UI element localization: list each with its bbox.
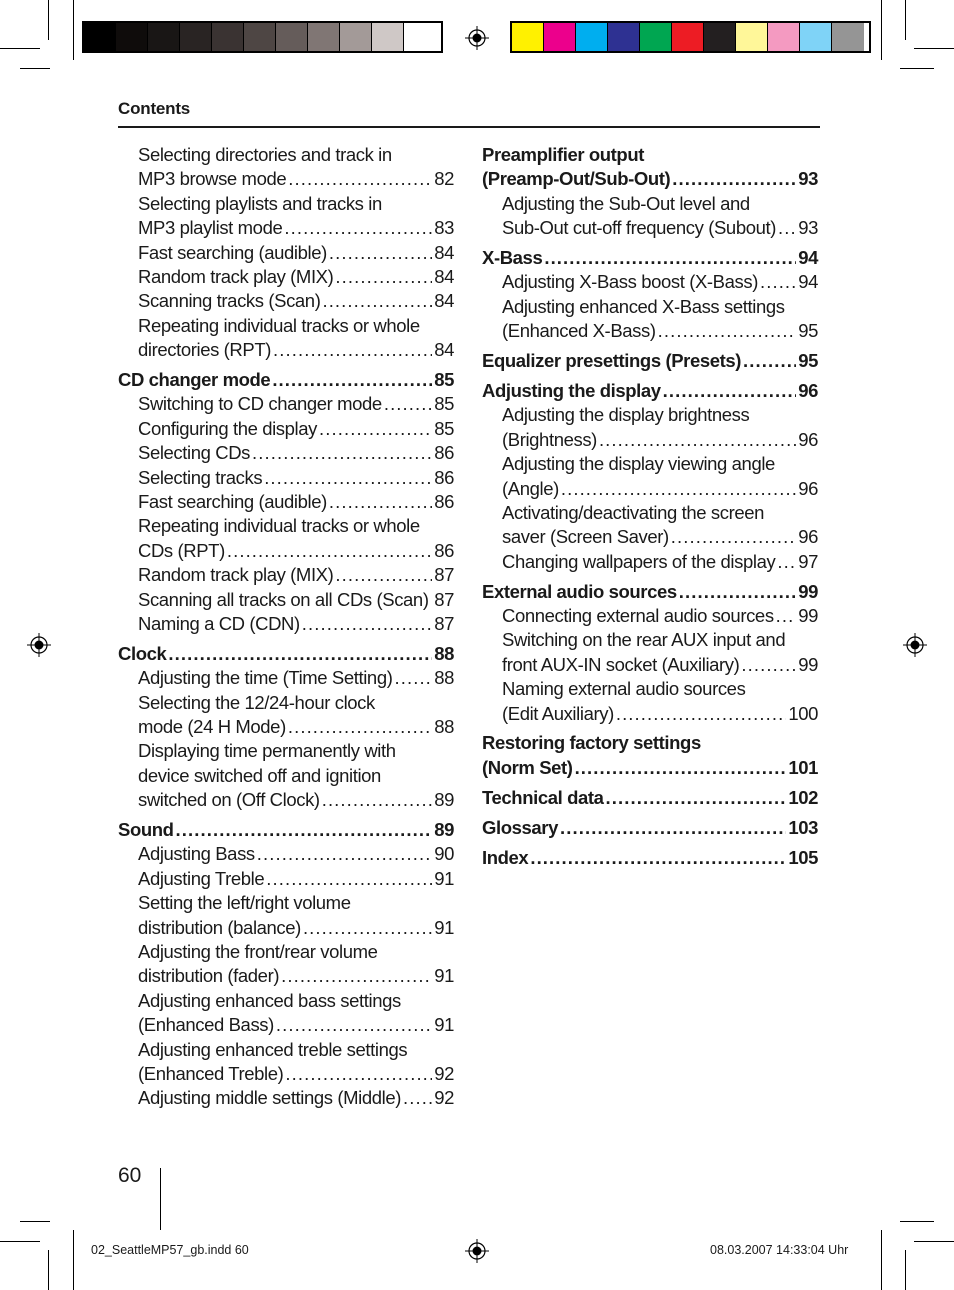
- registration-mark-icon: [465, 26, 489, 50]
- toc-left-column: [118, 143, 454, 1111]
- print-timestamp: 08.03.2007 14:33:04 Uhr: [710, 1243, 849, 1257]
- toc-entry: [118, 612, 454, 636]
- crop-mark: [900, 68, 934, 69]
- toc-entry: [482, 477, 818, 501]
- toc-entry-title: Naming a CD (CDN): [138, 612, 300, 634]
- toc-entry-title: Repeating individual tracks or whole: [138, 314, 420, 336]
- toc-leader-dots: [266, 867, 432, 891]
- toc-page-number: 82: [434, 168, 454, 190]
- color-swatch: [276, 23, 308, 51]
- toc-heading: [482, 167, 818, 191]
- toc-entry-title: Sub-Out cut-off frequency (Subout): [502, 217, 776, 239]
- toc-heading: [482, 786, 818, 810]
- toc-entry-title: Adjusting the display: [482, 380, 661, 402]
- toc-page-number: 96: [798, 526, 818, 548]
- toc-entry-title: (Angle): [502, 477, 559, 499]
- toc-page-number: 96: [798, 428, 818, 450]
- toc-entry-title: Displaying time permanently with: [138, 740, 396, 762]
- toc-page-number: 88: [434, 642, 454, 664]
- toc-entry-title: Equalizer presettings (Presets): [482, 350, 742, 372]
- toc-entry: [118, 940, 454, 964]
- toc-leader-dots: [606, 786, 787, 810]
- toc-page-number: 94: [798, 247, 818, 269]
- toc-entry-title: Preamplifier output: [482, 144, 644, 165]
- toc-entry-title: Selecting the 12/24-hour clock: [138, 691, 375, 713]
- toc-entry-title: CDs (RPT): [138, 539, 225, 561]
- toc-leader-dots: [776, 604, 797, 628]
- toc-leader-dots: [322, 788, 433, 812]
- toc-page-number: 93: [798, 168, 818, 190]
- toc-entry: [118, 715, 454, 739]
- toc-leader-dots: [679, 580, 796, 604]
- toc-entry-title: Adjusting enhanced bass settings: [138, 989, 401, 1011]
- toc-entry-title: device switched off and ignition: [138, 764, 381, 786]
- toc-entry-title: Selecting CDs: [138, 442, 251, 464]
- toc-entry: [118, 764, 454, 788]
- toc-entry: [118, 167, 454, 191]
- toc-page-number: 87: [434, 564, 454, 586]
- color-swatch: [640, 23, 672, 51]
- toc-entry-title: Repeating individual tracks or whole: [138, 515, 420, 537]
- crop-mark: [881, 1230, 882, 1290]
- toc-leader-dots: [329, 241, 432, 265]
- color-swatch: [148, 23, 180, 51]
- toc-entry-title: Scanning all tracks on all CDs (Scan): [138, 588, 429, 610]
- toc-entry-title: Adjusting the display brightness: [502, 404, 750, 426]
- toc-entry: [482, 319, 818, 343]
- toc-entry-title: Adjusting the display viewing angle: [502, 453, 775, 475]
- toc-entry-title: Index: [482, 846, 529, 868]
- toc-entry: [118, 192, 454, 216]
- toc-page-number: 85: [434, 369, 454, 391]
- crop-mark: [73, 1230, 74, 1290]
- toc-entry-title: Scanning tracks (Scan): [138, 290, 321, 312]
- color-swatch: [576, 23, 608, 51]
- crop-mark: [20, 68, 50, 69]
- toc-entry-title: Configuring the display: [138, 417, 317, 439]
- toc-entry-title: Activating/deactivating the screen: [502, 501, 765, 523]
- toc-leader-dots: [663, 379, 797, 403]
- toc-page-number: 97: [798, 550, 818, 572]
- toc-page-number: 91: [434, 1014, 454, 1036]
- crop-mark: [0, 1241, 40, 1242]
- toc-heading: [482, 143, 818, 167]
- toc-leader-dots: [319, 417, 432, 441]
- toc-page-number: 85: [434, 393, 454, 415]
- toc-entry-title: Adjusting enhanced treble settings: [138, 1038, 408, 1060]
- toc-entry: [118, 241, 454, 265]
- toc-entry: [482, 550, 818, 574]
- toc-entry-title: Selecting directories and track in: [138, 144, 392, 165]
- toc-entry-title: MP3 playlist mode: [138, 217, 283, 239]
- color-swatch: [832, 23, 864, 51]
- toc-entry: [482, 604, 818, 628]
- toc-leader-dots: [227, 539, 432, 563]
- toc-page-number: 86: [434, 466, 454, 488]
- toc-leader-dots: [288, 167, 432, 191]
- toc-entry-title: distribution (balance): [138, 916, 301, 938]
- color-swatch: [800, 23, 832, 51]
- crop-mark: [73, 0, 74, 60]
- toc-entry-title: Changing wallpapers of the display: [502, 550, 776, 572]
- toc-entry-title: Selecting tracks: [138, 466, 263, 488]
- toc-page-number: 96: [798, 380, 818, 402]
- registration-mark-icon: [27, 633, 51, 657]
- color-swatch: [544, 23, 576, 51]
- crop-mark: [48, 0, 49, 40]
- toc-leader-dots: [252, 441, 432, 465]
- color-swatch: [180, 23, 212, 51]
- toc-leader-dots: [257, 842, 432, 866]
- toc-leader-dots: [394, 666, 432, 690]
- toc-leader-dots: [671, 525, 796, 549]
- toc-entry-title: (Preamp-Out/Sub-Out): [482, 168, 671, 190]
- toc-entry-title: (Enhanced Bass): [138, 1014, 274, 1036]
- toc-entry-title: Switching to CD changer mode: [138, 393, 382, 415]
- grayscale-color-bar: [82, 21, 443, 53]
- toc-entry-title: Glossary: [482, 816, 558, 838]
- toc-entry-title: Adjusting the time (Time Setting): [138, 667, 393, 689]
- toc-page-number: 96: [798, 477, 818, 499]
- toc-page-number: 91: [434, 916, 454, 938]
- toc-leader-dots: [285, 1062, 432, 1086]
- toc-entry-title: Random track play (MIX): [138, 564, 334, 586]
- toc-leader-dots: [335, 265, 432, 289]
- toc-leader-dots: [176, 818, 433, 842]
- color-swatch: [512, 23, 544, 51]
- toc-entry: [482, 525, 818, 549]
- toc-page-number: 86: [434, 442, 454, 464]
- toc-entry: [482, 403, 818, 427]
- toc-entry-title: Technical data: [482, 786, 604, 808]
- toc-entry: [118, 1038, 454, 1062]
- toc-entry: [482, 428, 818, 452]
- toc-entry: [118, 691, 454, 715]
- toc-entry-title: Adjusting the front/rear volume: [138, 941, 378, 962]
- toc-entry: [118, 441, 454, 465]
- registration-mark-icon: [903, 633, 927, 657]
- toc-leader-dots: [281, 964, 432, 988]
- crop-mark: [905, 1250, 906, 1290]
- toc-entry: [118, 539, 454, 563]
- toc-leader-dots: [530, 846, 786, 870]
- toc-entry: [118, 289, 454, 313]
- toc-entry: [118, 466, 454, 490]
- toc-entry-title: Fast searching (audible): [138, 241, 327, 263]
- crop-mark: [900, 1221, 934, 1222]
- toc-entry: [118, 392, 454, 416]
- toc-page-number: 99: [798, 653, 818, 675]
- toc-entry-title: Naming external audio sources: [502, 678, 746, 700]
- toc-leader-dots: [760, 270, 796, 294]
- toc-leader-dots: [335, 563, 432, 587]
- toc-page-number: 92: [434, 1087, 454, 1109]
- toc-page-number: 87: [434, 612, 454, 634]
- toc-heading: [118, 642, 454, 666]
- color-swatch: [244, 23, 276, 51]
- toc-leader-dots: [384, 392, 432, 416]
- toc-page-number: 90: [434, 843, 454, 865]
- toc-entry: [482, 628, 818, 652]
- page-number: 60: [118, 1164, 142, 1187]
- toc-page-number: 99: [798, 605, 818, 627]
- toc-page-number: 91: [434, 965, 454, 987]
- toc-heading: [482, 246, 818, 270]
- toc-leader-dots: [743, 349, 796, 373]
- toc-leader-dots: [575, 756, 787, 780]
- toc-entry: [482, 501, 818, 525]
- toc-leader-dots: [403, 1086, 432, 1110]
- color-swatch: [212, 23, 244, 51]
- toc-entry: [118, 514, 454, 538]
- toc-page-number: 91: [434, 867, 454, 889]
- toc-heading: [482, 349, 818, 373]
- color-swatch: [404, 23, 436, 51]
- toc-entry: [118, 867, 454, 891]
- toc-heading: [482, 731, 818, 755]
- toc-page-number: 88: [434, 715, 454, 737]
- toc-leader-dots: [616, 702, 787, 726]
- toc-heading: [482, 756, 818, 780]
- toc-entry-title: Selecting playlists and tracks in: [138, 192, 382, 214]
- toc-entry-title: Switching on the rear AUX input and: [502, 629, 786, 651]
- toc-page-number: 105: [788, 846, 818, 868]
- toc-entry: [482, 295, 818, 319]
- toc-leader-dots: [288, 715, 432, 739]
- toc-entry-title: switched on (Off Clock): [138, 789, 320, 811]
- toc-leader-dots: [272, 368, 432, 392]
- toc-entry: [118, 916, 454, 940]
- crop-mark: [914, 48, 954, 49]
- toc-leader-dots: [303, 916, 432, 940]
- toc-entry: [118, 314, 454, 338]
- crop-mark: [881, 0, 882, 60]
- toc-entry: [118, 1013, 454, 1037]
- toc-entry: [118, 989, 454, 1013]
- toc-entry-title: mode (24 H Mode): [138, 715, 286, 737]
- toc-leader-dots: [273, 338, 432, 362]
- crop-mark: [48, 1250, 49, 1290]
- crop-mark: [0, 48, 40, 49]
- toc-entry-title: (Enhanced X-Bass): [502, 320, 656, 342]
- toc-entry: [482, 216, 818, 240]
- toc-entry-title: Adjusting Bass: [138, 843, 255, 865]
- toc-entry: [118, 588, 454, 612]
- registration-mark-icon: [465, 1239, 489, 1263]
- toc-entry: [118, 338, 454, 362]
- toc-page-number: 93: [798, 217, 818, 239]
- toc-page-number: 84: [434, 339, 454, 361]
- toc-entry-title: Restoring factory settings: [482, 732, 701, 754]
- toc-entry-title: Adjusting X-Bass boost (X-Bass): [502, 271, 758, 293]
- toc-leader-dots: [741, 653, 796, 677]
- toc-right-column: [482, 143, 818, 870]
- toc-page-number: 86: [434, 490, 454, 512]
- toc-entry-title: Random track play (MIX): [138, 265, 334, 287]
- toc-page-number: 89: [434, 819, 454, 841]
- toc-leader-dots: [284, 216, 432, 240]
- color-swatch: [672, 23, 704, 51]
- color-swatch: [608, 23, 640, 51]
- toc-entry: [482, 270, 818, 294]
- toc-leader-dots: [276, 1013, 432, 1037]
- toc-page-number: 101: [788, 756, 818, 778]
- toc-leader-dots: [264, 466, 432, 490]
- toc-entry-title: CD changer mode: [118, 369, 271, 391]
- toc-entry-title: (Enhanced Treble): [138, 1062, 284, 1084]
- toc-entry: [118, 143, 454, 167]
- page-title: Contents: [118, 99, 191, 118]
- toc-page-number: 83: [434, 217, 454, 239]
- toc-heading: [482, 379, 818, 403]
- color-swatch: [84, 23, 116, 51]
- toc-entry-title: Sound: [118, 819, 174, 841]
- toc-heading: [482, 816, 818, 840]
- toc-leader-dots: [431, 588, 433, 612]
- color-swatch: [308, 23, 340, 51]
- toc-entry-title: saver (Screen Saver): [502, 526, 669, 548]
- color-swatch: [372, 23, 404, 51]
- toc-entry-title: Adjusting the Sub-Out level and: [502, 192, 750, 214]
- page-number-rule: [160, 1168, 161, 1230]
- toc-leader-dots: [658, 319, 797, 343]
- toc-leader-dots: [599, 428, 796, 452]
- toc-entry: [118, 563, 454, 587]
- color-swatch: [340, 23, 372, 51]
- toc-entry-title: (Norm Set): [482, 756, 573, 778]
- toc-page-number: 86: [434, 539, 454, 561]
- toc-entry: [118, 265, 454, 289]
- toc-page-number: 92: [434, 1062, 454, 1084]
- toc-heading: [482, 580, 818, 604]
- toc-entry: [118, 490, 454, 514]
- crop-mark: [20, 1221, 50, 1222]
- toc-page-number: 84: [434, 290, 454, 312]
- toc-entry-title: (Edit Auxiliary): [502, 702, 614, 724]
- toc-entry-title: Adjusting middle settings (Middle): [138, 1087, 401, 1109]
- toc-page-number: 89: [434, 789, 454, 811]
- toc-entry-title: Adjusting enhanced X-Bass settings: [502, 295, 785, 317]
- toc-leader-dots: [544, 246, 796, 270]
- process-color-bar: [510, 21, 871, 53]
- toc-leader-dots: [672, 167, 796, 191]
- toc-entry: [482, 653, 818, 677]
- toc-page-number: 85: [434, 417, 454, 439]
- toc-entry: [118, 216, 454, 240]
- toc-entry-title: (Brightness): [502, 428, 597, 450]
- toc-entry: [118, 739, 454, 763]
- file-info: 02_SeattleMP57_gb.indd 60: [91, 1243, 249, 1257]
- toc-heading: [482, 846, 818, 870]
- crop-mark: [905, 0, 906, 40]
- toc-page-number: 100: [788, 702, 818, 724]
- color-swatch: [736, 23, 768, 51]
- toc-entry-title: Setting the left/right volume: [138, 892, 351, 914]
- toc-heading: [118, 368, 454, 392]
- color-swatch: [704, 23, 736, 51]
- color-swatch: [116, 23, 148, 51]
- toc-entry: [118, 964, 454, 988]
- toc-leader-dots: [778, 216, 796, 240]
- toc-page-number: 84: [434, 241, 454, 263]
- toc-entry-title: Adjusting Treble: [138, 867, 265, 889]
- toc-entry: [118, 1062, 454, 1086]
- toc-leader-dots: [168, 642, 432, 666]
- toc-entry: [118, 891, 454, 915]
- toc-page-number: 94: [798, 271, 818, 293]
- toc-leader-dots: [560, 816, 786, 840]
- toc-entry-title: X-Bass: [482, 247, 543, 269]
- toc-entry-title: External audio sources: [482, 580, 677, 602]
- toc-entry-title: distribution (fader): [138, 965, 280, 987]
- crop-mark: [914, 1241, 954, 1242]
- toc-page-number: 102: [788, 786, 818, 808]
- toc-entry: [482, 452, 818, 476]
- toc-page-number: 95: [798, 350, 818, 372]
- toc-page-number: 84: [434, 265, 454, 287]
- toc-entry-title: Clock: [118, 642, 167, 664]
- toc-entry: [118, 788, 454, 812]
- toc-leader-dots: [561, 477, 796, 501]
- toc-page-number: 103: [788, 816, 818, 838]
- toc-leader-dots: [322, 289, 432, 313]
- toc-leader-dots: [302, 612, 432, 636]
- toc-leader-dots: [777, 550, 796, 574]
- toc-entry-title: directories (RPT): [138, 339, 271, 361]
- color-swatch: [768, 23, 800, 51]
- toc-entry: [118, 417, 454, 441]
- toc-page-number: 95: [798, 320, 818, 342]
- toc-page-number: 99: [798, 580, 818, 602]
- toc-entry: [118, 842, 454, 866]
- toc-entry: [118, 666, 454, 690]
- toc-entry: [482, 677, 818, 701]
- toc-entry: [482, 702, 818, 726]
- toc-page-number: 88: [434, 667, 454, 689]
- toc-entry-title: Fast searching (audible): [138, 490, 327, 512]
- toc-entry: [482, 192, 818, 216]
- toc-heading: [118, 818, 454, 842]
- toc-entry: [118, 1086, 454, 1110]
- toc-entry-title: MP3 browse mode: [138, 168, 287, 190]
- header-divider: [118, 126, 820, 128]
- toc-entry-title: Connecting external audio sources: [502, 605, 774, 627]
- toc-page-number: 87: [434, 588, 454, 610]
- toc-entry-title: front AUX-IN socket (Auxiliary): [502, 653, 740, 675]
- toc-leader-dots: [329, 490, 432, 514]
